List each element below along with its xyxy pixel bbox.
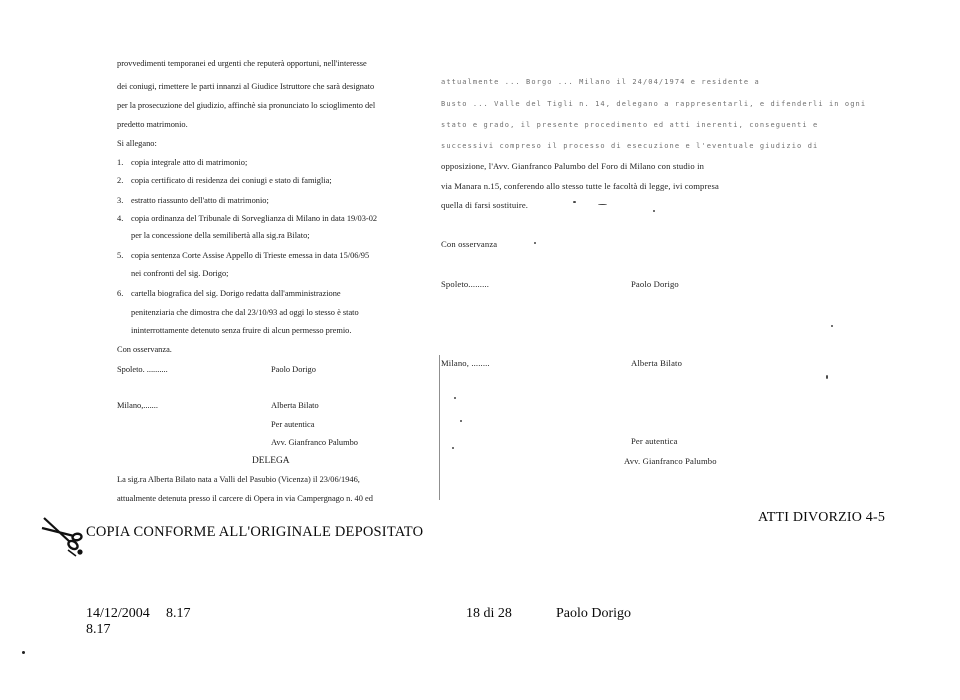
allegato-continuation: penitenziaria che dimostra che dal 23/10/93 ad oggi lo stesso è stato [131, 308, 359, 317]
scan-speck [452, 447, 454, 449]
scan-speck [653, 210, 655, 212]
right-text-line: quella di farsi sostituire. [441, 200, 529, 210]
allegato-item [117, 172, 332, 191]
faded-text-line: stato e grado, il presente procedimento ed atti inerenti, conseguenti e [441, 121, 819, 129]
left-text-line: per la prosecuzione del giudizio, affinchè sia pronunciato lo scioglimento del [117, 101, 376, 110]
signature-name: Alberta Bilato [631, 358, 683, 368]
allegato-num: 3. [117, 196, 124, 205]
signature-name: Paolo Dorigo [271, 365, 316, 374]
allegato-item [117, 154, 247, 173]
right-text-line: opposizione, l'Avv. Gianfranco Palumbo del Foro di Milano con studio in [441, 161, 705, 171]
lawyer-name: Avv. Gianfranco Palumbo [271, 438, 358, 447]
left-text-line: dei coniugi, rimettere le parti innanzi al Giudice Istruttore che sarà designato [117, 82, 375, 91]
allegato-text: copia sentenza Corte Assise Appello di Trieste emessa in data 15/06/95 [131, 251, 370, 260]
delega-line: attualmente detenuta presso il carcere di Opera in via Campergnago n. 40 ed [117, 494, 373, 503]
right-text-line: via Manara n.15, conferendo allo stesso tutte le facoltà di legge, ivi compresa [441, 181, 719, 191]
signature-name: Alberta Bilato [271, 401, 319, 410]
con-osservanza: Con osservanza [441, 239, 498, 249]
faded-text-line: successivi compreso il processo di esecuzione e l'eventuale giudizio di [441, 142, 819, 150]
left-text-line: predetto matrimonio. [117, 120, 188, 129]
allegato-text: estratto riassunto dell'atto di matrimonio; [131, 196, 269, 205]
faded-text-line: attualmente ... Borgo ... Milano il 24/04/1974 e residente a [441, 78, 760, 86]
scan-speck [460, 420, 462, 422]
allegato-text: copia certificato di residenza dei coniugi e stato di famiglia; [131, 176, 332, 185]
con-osservanza: Con osservanza. [117, 345, 172, 354]
signature-name: Paolo Dorigo [631, 279, 679, 289]
footer-time-wrapped: 8.17 [86, 622, 111, 637]
allegato-item [117, 192, 269, 211]
milano-place: Milano, ........ [441, 358, 490, 368]
allegato-num: 2. [117, 176, 124, 185]
spoleto-place: Spoleto......... [441, 279, 489, 289]
spoleto-place: Spoleto. .......... [117, 365, 168, 374]
atti-divorzio-stamp: ATTI DIVORZIO 4-5 [758, 510, 886, 525]
allegati-label: Si allegano: [117, 139, 157, 148]
allegato-continuation: per la concessione della semilibertà alla sig.ra Bilato; [131, 231, 310, 240]
copia-conforme-stamp: COPIA CONFORME ALL'ORIGINALE DEPOSITATO [86, 524, 424, 540]
footer-time: 8.17 [166, 606, 191, 621]
allegato-item [117, 247, 369, 266]
scan-speck [826, 375, 828, 379]
scan-speck [831, 325, 833, 327]
per-autentica: Per autentica [631, 436, 678, 446]
scan-speck [454, 397, 456, 399]
scan-speck [534, 242, 536, 244]
left-text-line: provvedimenti temporanei ed urgenti che reputerà opportuni, nell'interesse [117, 59, 367, 68]
scan-speck [598, 204, 607, 205]
footer-date: 14/12/2004 [86, 606, 150, 621]
allegato-text: copia integrale atto di matrimonio; [131, 158, 248, 167]
allegato-item [117, 210, 377, 229]
delega-line: La sig.ra Alberta Bilato nata a Valli del Pasubio (Vicenza) il 23/06/1946, [117, 475, 360, 484]
allegato-continuation: nei confronti del sig. Dorigo; [131, 269, 229, 278]
allegato-num: 5. [117, 251, 124, 260]
footer-page-number: 18 di 28 [466, 606, 512, 621]
scan-speck [22, 651, 25, 654]
allegato-num: 4. [117, 214, 124, 223]
allegato-num: 6. [117, 289, 124, 298]
scan-speck [573, 201, 576, 203]
per-autentica: Per autentica [271, 420, 315, 429]
delega-heading: DELEGA [252, 456, 290, 466]
scan-fold-line [439, 355, 440, 500]
allegato-text: copia ordinanza del Tribunale di Sorveglianza di Milano in data 19/03-02 [131, 214, 378, 223]
scissors-icon [40, 514, 86, 560]
allegato-text: cartella biografica del sig. Dorigo redatta dall'amministrazione [131, 289, 341, 298]
footer-author: Paolo Dorigo [556, 606, 632, 621]
allegato-num: 1. [117, 158, 124, 167]
faded-text-line: Busto ... Valle del Tigli n. 14, delegano a rappresentarli, e difenderli in ogni [441, 100, 867, 108]
allegato-item [117, 285, 341, 304]
allegato-continuation: ininterrottamente detenuto senza fruire di alcun permesso premio. [131, 326, 352, 335]
lawyer-name: Avv. Gianfranco Palumbo [624, 456, 717, 466]
milano-place: Milano,....... [117, 401, 158, 410]
